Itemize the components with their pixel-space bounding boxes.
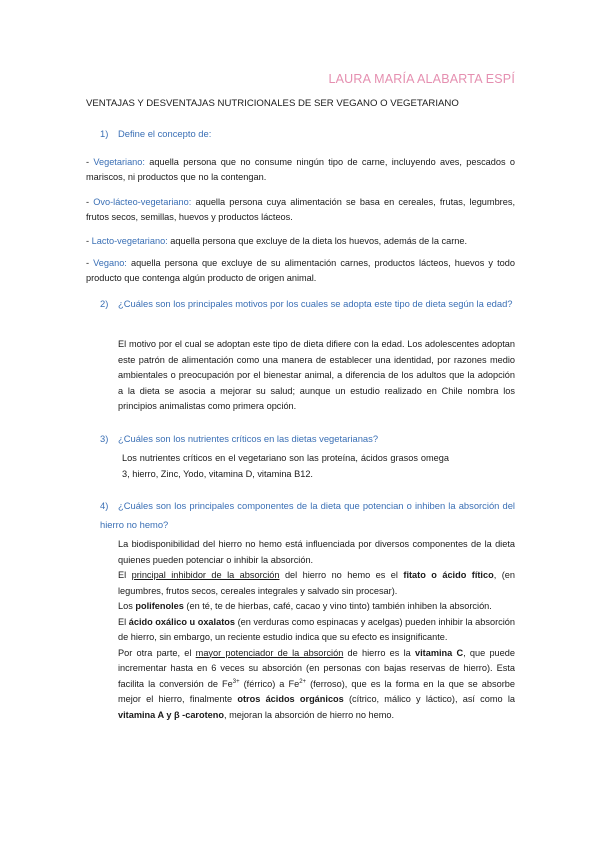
question-number: 2) [100, 298, 109, 309]
answer-4-paragraph-5: Por otra parte, el mayor potenciador de la absorción de hierro es la vitamina C, que puede incrementar hasta en 6 veces su absorción (en personas con bajas reservas de hierro). Esta facilita la conversión de $Fe^{3+}$ (férrico) a $Fe^{2+}$ (ferroso), que es la forma en la que se absorbe mejor el hierro, finalmente otros ácidos orgánicos (cítrico, málico y láctico), así como la vitamina A y β -caroteno, mejoran la absorción de hierro no hemo. [118, 647, 516, 720]
document-title: VENTAJAS Y DESVENTAJAS NUTRICIONALES DE SER VEGANO O VEGETARIANO [86, 98, 459, 109]
definition-text: aquella persona que excluye de su alimentación carnes, productos lácteos, huevos y todo producto que contenga algún producto de origen animal. [86, 258, 515, 283]
definition-term: Vegetariano: [93, 157, 145, 167]
definition-lacto-vegetariano: - Lacto-vegetariano: aquella persona que excluye de la dieta los huevos, además de la carne. [86, 236, 468, 246]
question-3 [100, 429, 515, 448]
answer-4-paragraph-3: Los polifenoles (en té, te de hierbas, café, cacao y vino tinto) también inhiben la absorción. [118, 601, 492, 611]
definition-vegano: - Vegano: aquella persona que excluye de su alimentación carnes, productos lácteos, huevos y todo producto que contenga algún producto de origen animal. [86, 258, 515, 283]
question-text: Define el concepto de: [118, 128, 212, 139]
definition-text: aquella persona que no consume ningún tipo de carne, incluyendo aves, pescados o mariscos, ni productos que no la contengan. [86, 157, 515, 182]
question-1 [100, 124, 515, 143]
question-text: ¿Cuáles son los principales componentes de la dieta que potencian o inhiben la absorción del hierro no hemo? [100, 500, 515, 530]
answer-4 [118, 537, 515, 723]
definition-ovo-lacteo-vegetariano: - Ovo-lácteo-vegetariano: aquella persona cuya alimentación se basa en cereales, frutas, legumbres, frutos secos, semillas, huevos y productos lácteos. [86, 197, 515, 222]
definition-text: aquella persona cuya alimentación se basa en cereales, frutas, legumbres, frutos secos, semillas, huevos y productos lácteos. [86, 197, 515, 222]
definition-term: Ovo-lácteo-vegetariano: [93, 197, 192, 207]
question-number: 4) [100, 500, 109, 511]
question-text: ¿Cuáles son los nutrientes críticos en las dietas vegetarianas? [118, 433, 379, 444]
question-2 [100, 294, 515, 313]
definition-term: Lacto-vegetariano: [91, 236, 168, 246]
question-number: 3) [100, 433, 109, 444]
definition-term: Vegano: [93, 258, 127, 268]
answer-4-paragraph-4: El ácido oxálico u oxalatos (en verduras como espinacas y acelgas) pueden inhibir la absorción de hierro, sin embargo, un reciente estudio indica que su efecto es insignificante. [118, 616, 515, 642]
author-header: LAURA MARÍA ALABARTA ESPÍ [328, 72, 515, 86]
question-4 [100, 496, 515, 534]
question-number: 1) [100, 128, 109, 139]
answer-4-paragraph-1: La biodisponibilidad del hierro no hemo está influenciada por diversos componentes de la dieta quienes pueden potenciar o inhibir la absorción. [118, 539, 515, 565]
question-text: ¿Cuáles son los principales motivos por los cuales se adopta este tipo de dieta según la edad? [118, 298, 513, 309]
answer-4-paragraph-2: El principal inhibidor de la absorción del hierro no hemo es el fitato o ácido fítico, (en legumbres, frutos secos, cereales integrales y salvado sin procesar). [118, 570, 515, 596]
definition-vegetariano: - Vegetariano: aquella persona que no consume ningún tipo de carne, incluyendo aves, pescados o mariscos, ni productos que no la contengan. [86, 157, 515, 182]
definition-text: aquella persona que excluye de la dieta los huevos, además de la carne. [167, 236, 468, 246]
answer-2: El motivo por el cual se adoptan este tipo de dieta difiere con la edad. Los adolescentes adoptan este patrón de alimentación como una manera de establecer una identidad, por razones medio ambientales o preocupación por el bienestar animal, a diferencia de los adultos que la adopción a la dieta se asocia a mejorar su salud; aunque un estudio realizado en Chile nombra los principios animalistas como primera opción. [118, 339, 515, 411]
answer-3: Los nutrientes críticos en el vegetariano son las proteína, ácidos grasos omega 3, hierro, Zinc, Yodo, vitamina D, vitamina B12. [122, 453, 449, 479]
